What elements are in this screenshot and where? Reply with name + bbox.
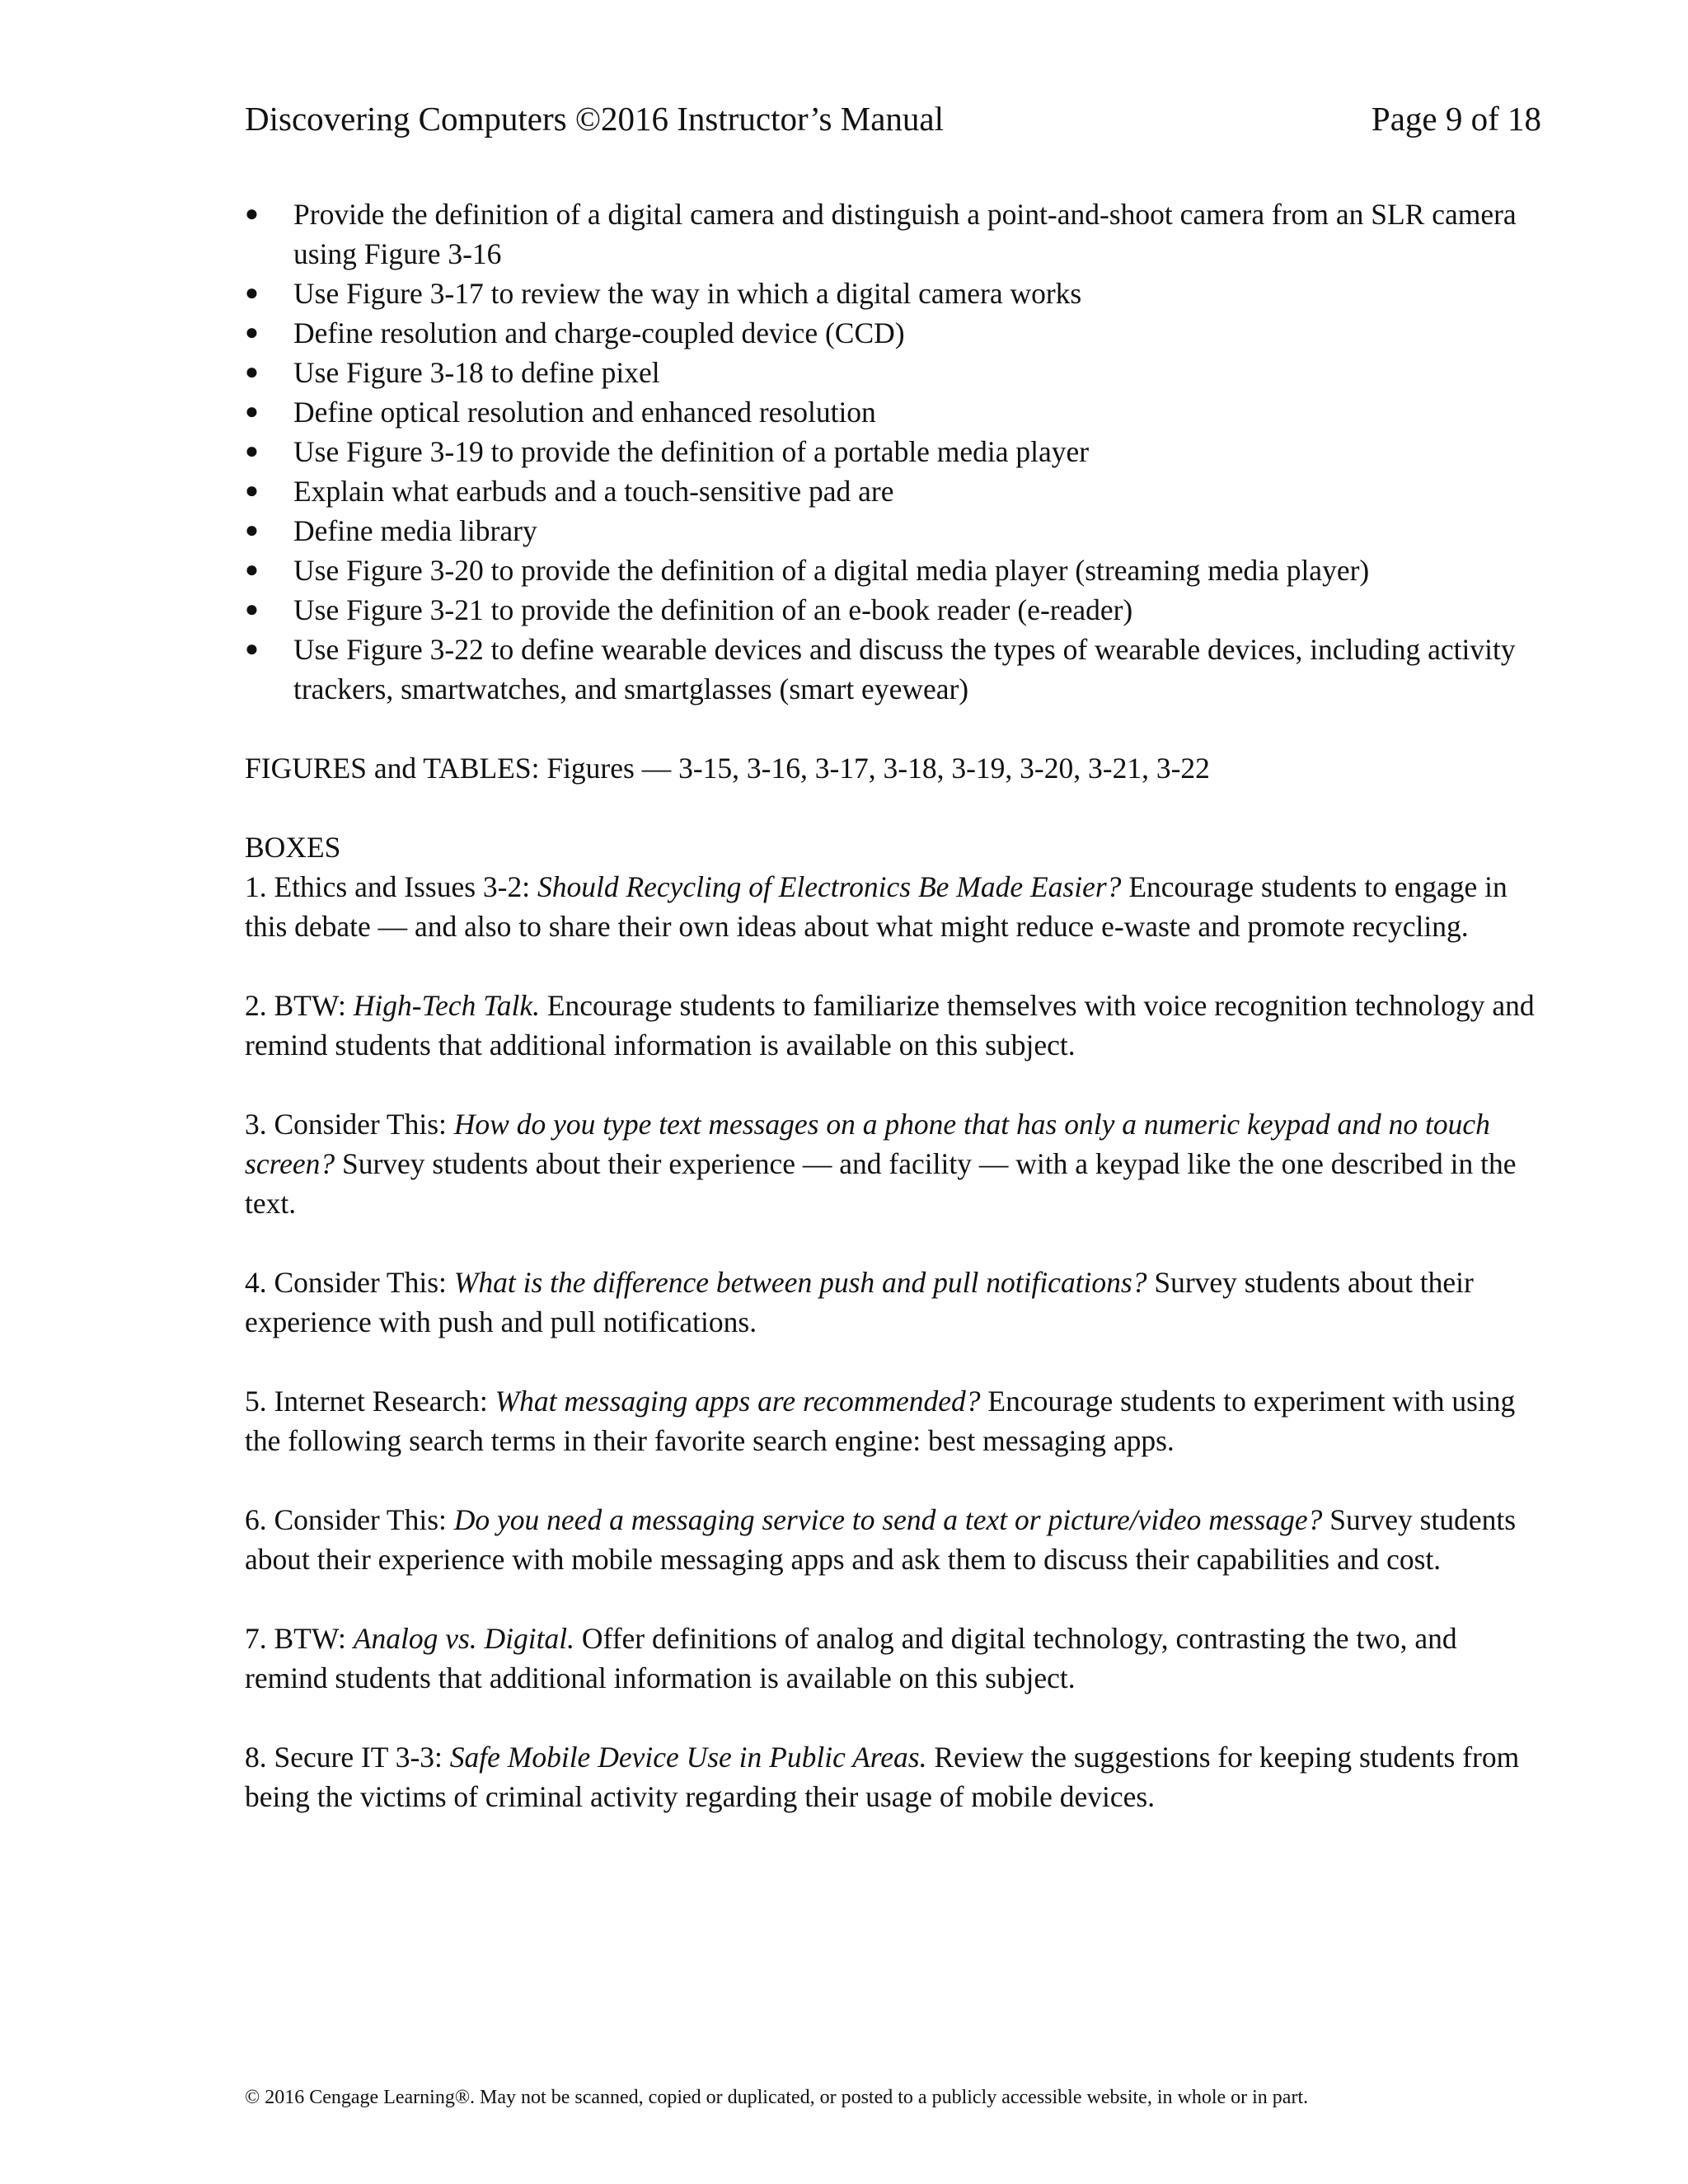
box-item-4: 4. Consider This: What is the difference between push and pull notifications? Survey students about their experience with push and pull notifications. <box>245 1266 1474 1338</box>
document-body <box>245 194 1542 1816</box>
bullet-icon: ● <box>245 280 259 306</box>
bullet-icon: ● <box>245 320 259 345</box>
list-item: ● Provide the definition of a digital camera and distinguish a point-and-shoot camera from an SLR camera using Figure 3-16 <box>245 194 1542 274</box>
bullet-icon: ● <box>245 201 259 227</box>
box-item-7: 7. BTW: Analog vs. Digital. Offer definitions of analog and digital technology, contrasting the two, and remind students that additional information is available on this subject. <box>245 1622 1457 1694</box>
list-item: ● Use Figure 3-18 to define pixel <box>245 353 1542 392</box>
bullet-icon: ● <box>245 399 259 424</box>
bullet-icon: ● <box>245 597 259 622</box>
copyright-footer: © 2016 Cengage Learning®. May not be scanned, copied or duplicated, or posted to a publicly accessible website, in whole or in part. <box>245 2087 1309 2108</box>
boxes-heading: BOXES <box>245 831 341 864</box>
bullet-icon: ● <box>245 557 259 583</box>
bullet-icon: ● <box>245 438 259 464</box>
list-item: ● Define optical resolution and enhanced resolution <box>245 392 1542 432</box>
list-item: ● Use Figure 3-20 to provide the definition of a digital media player (streaming media player) <box>245 551 1542 590</box>
bullet-icon: ● <box>245 636 259 662</box>
bullet-icon: ● <box>245 359 259 385</box>
page-number: Page 9 of 18 <box>1371 100 1541 138</box>
bullet-icon: ● <box>245 518 259 543</box>
list-item: ● Explain what earbuds and a touch-sensitive pad are <box>245 471 1542 511</box>
list-item: ● Use Figure 3-19 to provide the definition of a portable media player <box>245 432 1542 471</box>
page-header <box>245 97 1541 140</box>
list-item: ● Use Figure 3-21 to provide the definition of an e-book reader (e-reader) <box>245 590 1542 630</box>
figures-tables-line: FIGURES and TABLES: Figures — 3-15, 3-16, 3-17, 3-18, 3-19, 3-20, 3-21, 3-22 <box>245 752 1210 785</box>
bullet-list <box>245 194 1542 709</box>
box-item-5: 5. Internet Research: What messaging apps are recommended? Encourage students to experiment with using the following search terms in their favorite search engine: best messaging apps. <box>245 1385 1516 1457</box>
list-item: ● Use Figure 3-22 to define wearable devices and discuss the types of wearable devices, including activity trackers, smartwatches, and smartglasses (smart eyewear) <box>245 630 1542 709</box>
list-item: ● Define media library <box>245 511 1542 551</box>
bullet-icon: ● <box>245 478 259 504</box>
box-item-1: 1. Ethics and Issues 3-2: Should Recycling of Electronics Be Made Easier? Encourage students to engage in this debate — and also to share their own ideas about what might reduce e-waste and promote recycling. <box>245 870 1507 943</box>
list-item: ● Use Figure 3-17 to review the way in which a digital camera works <box>245 274 1542 313</box>
box-item-2: 2. BTW: High-Tech Talk. Encourage students to familiarize themselves with voice recognition technology and remind students that additional information is available on this subject. <box>245 989 1535 1062</box>
document-title: Discovering Computers ©2016 Instructor’s Manual <box>245 100 944 138</box>
box-item-6: 6. Consider This: Do you need a messaging service to send a text or picture/video message? Survey students about their experience with mobile messaging apps and ask them to discuss their capabilities and cost. <box>245 1503 1517 1576</box>
box-item-3: 3. Consider This: How do you type text messages on a phone that has only a numeric keypad and no touch screen? Survey students about their experience — and facility — with a keypad like the one described in the text. <box>245 1108 1517 1220</box>
list-item: ● Define resolution and charge-coupled device (CCD) <box>245 313 1542 353</box>
box-item-8: 8. Secure IT 3-3: Safe Mobile Device Use in Public Areas. Review the suggestions for keeping students from being the victims of criminal activity regarding their usage of mobile devices. <box>245 1741 1520 1813</box>
